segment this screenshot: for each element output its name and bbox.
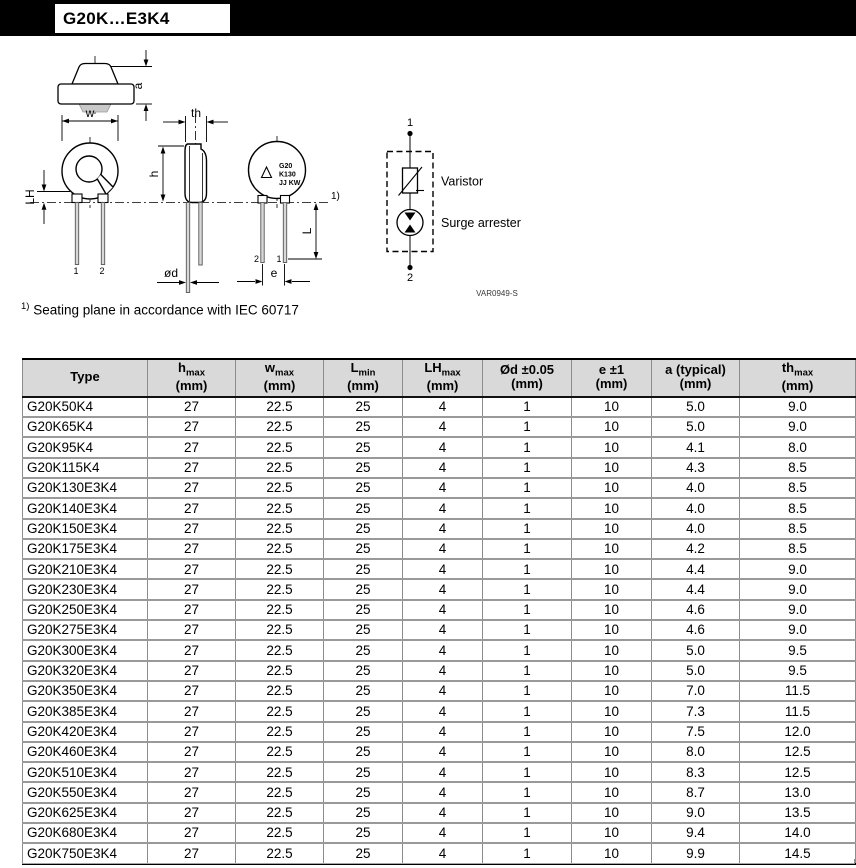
value-cell: 22.5 bbox=[236, 722, 324, 742]
value-cell: 4 bbox=[403, 823, 483, 843]
type-cell: G20K420E3K4 bbox=[23, 722, 148, 742]
value-cell: 8.0 bbox=[652, 742, 740, 762]
value-cell: 4 bbox=[403, 417, 483, 437]
value-cell: 5.0 bbox=[652, 661, 740, 681]
value-cell: 4 bbox=[403, 722, 483, 742]
value-cell: 8.7 bbox=[652, 782, 740, 802]
value-cell: 8.5 bbox=[740, 458, 856, 478]
value-cell: 27 bbox=[148, 640, 236, 660]
table-row bbox=[23, 519, 856, 539]
value-cell: 25 bbox=[324, 559, 403, 579]
value-cell: 1 bbox=[483, 600, 572, 620]
value-cell: 8.5 bbox=[740, 539, 856, 559]
type-cell: G20K115K4 bbox=[23, 458, 148, 478]
dim-a-label: a bbox=[131, 82, 145, 90]
value-cell: 10 bbox=[572, 823, 652, 843]
value-cell: 22.5 bbox=[236, 620, 324, 640]
value-cell: 1 bbox=[483, 782, 572, 802]
value-cell: 4 bbox=[403, 397, 483, 417]
front-pin1-label: 1 bbox=[73, 266, 79, 276]
table-row bbox=[23, 539, 856, 559]
value-cell: 7.5 bbox=[652, 722, 740, 742]
footnote-text: Seating plane in accordance with IEC 60717 bbox=[33, 302, 299, 318]
value-cell: 9.9 bbox=[652, 843, 740, 863]
value-cell: 10 bbox=[572, 640, 652, 660]
value-cell: 1 bbox=[483, 579, 572, 599]
value-cell: 25 bbox=[324, 701, 403, 721]
disc-pin2-label: 2 bbox=[253, 254, 259, 264]
table-row bbox=[23, 722, 856, 742]
disc-view bbox=[237, 142, 340, 286]
value-cell: 27 bbox=[148, 519, 236, 539]
value-cell: 10 bbox=[572, 701, 652, 721]
value-cell: 9.5 bbox=[740, 661, 856, 681]
value-cell: 4 bbox=[403, 579, 483, 599]
value-cell: 4.6 bbox=[652, 620, 740, 640]
value-cell: 22.5 bbox=[236, 762, 324, 782]
type-cell: G20K460E3K4 bbox=[23, 742, 148, 762]
value-cell: 4 bbox=[403, 559, 483, 579]
value-cell: 4.4 bbox=[652, 559, 740, 579]
value-cell: 27 bbox=[148, 722, 236, 742]
type-cell: G20K680E3K4 bbox=[23, 823, 148, 843]
type-cell: G20K750E3K4 bbox=[23, 843, 148, 863]
value-cell: 1 bbox=[483, 701, 572, 721]
value-cell: 10 bbox=[572, 458, 652, 478]
value-cell: 10 bbox=[572, 397, 652, 417]
figure-code: VAR0949-S bbox=[476, 289, 518, 298]
value-cell: 4.3 bbox=[652, 458, 740, 478]
varistor-label: Varistor bbox=[441, 174, 484, 189]
value-cell: 4.2 bbox=[652, 539, 740, 559]
value-cell: 5.0 bbox=[652, 417, 740, 437]
type-cell: G20K250E3K4 bbox=[23, 600, 148, 620]
lead-2 bbox=[101, 203, 104, 265]
table-row bbox=[23, 458, 856, 478]
column-header-6: e ±1 (mm) bbox=[572, 359, 652, 397]
value-cell: 22.5 bbox=[236, 498, 324, 518]
value-cell: 4 bbox=[403, 803, 483, 823]
value-cell: 4.0 bbox=[652, 478, 740, 498]
footnote-marker: 1) bbox=[21, 301, 30, 312]
value-cell: 4 bbox=[403, 661, 483, 681]
value-cell: 10 bbox=[572, 519, 652, 539]
type-cell: G20K275E3K4 bbox=[23, 620, 148, 640]
table-row bbox=[23, 661, 856, 681]
value-cell: 4.0 bbox=[652, 519, 740, 539]
disc-marking-line3: JJ KW bbox=[279, 180, 301, 187]
value-cell: 5.0 bbox=[652, 640, 740, 660]
value-cell: 10 bbox=[572, 539, 652, 559]
value-cell: 27 bbox=[148, 681, 236, 701]
value-cell: 27 bbox=[148, 539, 236, 559]
value-cell: 4 bbox=[403, 782, 483, 802]
value-cell: 10 bbox=[572, 498, 652, 518]
value-cell: 22.5 bbox=[236, 843, 324, 863]
value-cell: 9.0 bbox=[740, 620, 856, 640]
table-header-row bbox=[23, 359, 856, 397]
disc-pin1-label: 1 bbox=[276, 254, 282, 264]
type-cell: G20K95K4 bbox=[23, 437, 148, 457]
value-cell: 27 bbox=[148, 397, 236, 417]
value-cell: 10 bbox=[572, 559, 652, 579]
value-cell: 27 bbox=[148, 661, 236, 681]
value-cell: 11.5 bbox=[740, 701, 856, 721]
type-cell: G20K300E3K4 bbox=[23, 640, 148, 660]
value-cell: 27 bbox=[148, 620, 236, 640]
value-cell: 10 bbox=[572, 600, 652, 620]
value-cell: 4 bbox=[403, 478, 483, 498]
value-cell: 22.5 bbox=[236, 417, 324, 437]
value-cell: 8.5 bbox=[740, 498, 856, 518]
value-cell: 27 bbox=[148, 458, 236, 478]
value-cell: 10 bbox=[572, 620, 652, 640]
value-cell: 22.5 bbox=[236, 640, 324, 660]
value-cell: 4 bbox=[403, 620, 483, 640]
value-cell: 10 bbox=[572, 782, 652, 802]
value-cell: 8.5 bbox=[740, 519, 856, 539]
value-cell: 8.3 bbox=[652, 762, 740, 782]
dim-h-label: h bbox=[147, 170, 161, 178]
value-cell: 27 bbox=[148, 417, 236, 437]
dim-l-label: L bbox=[300, 227, 314, 235]
value-cell: 1 bbox=[483, 437, 572, 457]
value-cell: 4 bbox=[403, 681, 483, 701]
value-cell: 22.5 bbox=[236, 397, 324, 417]
seating-plane-ref: 1) bbox=[331, 191, 340, 202]
value-cell: 10 bbox=[572, 843, 652, 863]
varistor-symbol-icon bbox=[403, 168, 418, 193]
value-cell: 13.5 bbox=[740, 803, 856, 823]
side-view bbox=[147, 106, 228, 293]
value-cell: 1 bbox=[483, 681, 572, 701]
dimensions-table bbox=[22, 358, 856, 865]
value-cell: 10 bbox=[572, 742, 652, 762]
front-view bbox=[23, 106, 118, 276]
value-cell: 4 bbox=[403, 701, 483, 721]
value-cell: 4 bbox=[403, 539, 483, 559]
value-cell: 9.0 bbox=[652, 803, 740, 823]
page-header-bar bbox=[0, 0, 856, 36]
value-cell: 1 bbox=[483, 803, 572, 823]
table-cutoff-row bbox=[22, 859, 855, 864]
value-cell: 4 bbox=[403, 640, 483, 660]
value-cell: 25 bbox=[324, 742, 403, 762]
value-cell: 10 bbox=[572, 478, 652, 498]
value-cell: 9.0 bbox=[740, 397, 856, 417]
value-cell: 1 bbox=[483, 519, 572, 539]
value-cell: 10 bbox=[572, 437, 652, 457]
value-cell: 25 bbox=[324, 417, 403, 437]
value-cell: 25 bbox=[324, 498, 403, 518]
table-row bbox=[23, 559, 856, 579]
dim-w-label: w bbox=[85, 106, 95, 120]
component-drawing bbox=[0, 40, 856, 305]
type-cell: G20K50K4 bbox=[23, 397, 148, 417]
value-cell: 22.5 bbox=[236, 600, 324, 620]
value-cell: 7.0 bbox=[652, 681, 740, 701]
value-cell: 4 bbox=[403, 762, 483, 782]
value-cell: 22.5 bbox=[236, 519, 324, 539]
value-cell: 12.5 bbox=[740, 742, 856, 762]
column-header-4: $LH_{max}$ (mm) bbox=[403, 359, 483, 397]
value-cell: 25 bbox=[324, 803, 403, 823]
value-cell: 27 bbox=[148, 559, 236, 579]
value-cell: 22.5 bbox=[236, 559, 324, 579]
value-cell: 22.5 bbox=[236, 458, 324, 478]
top-view bbox=[58, 50, 152, 121]
value-cell: 27 bbox=[148, 762, 236, 782]
type-cell: G20K385E3K4 bbox=[23, 701, 148, 721]
value-cell: 22.5 bbox=[236, 742, 324, 762]
value-cell: 9.0 bbox=[740, 417, 856, 437]
value-cell: 22.5 bbox=[236, 437, 324, 457]
type-cell: G20K625E3K4 bbox=[23, 803, 148, 823]
value-cell: 4.4 bbox=[652, 579, 740, 599]
value-cell: 25 bbox=[324, 437, 403, 457]
value-cell: 27 bbox=[148, 803, 236, 823]
value-cell: 22.5 bbox=[236, 823, 324, 843]
value-cell: 14.5 bbox=[740, 843, 856, 863]
value-cell: 7.3 bbox=[652, 701, 740, 721]
value-cell: 25 bbox=[324, 722, 403, 742]
table-row bbox=[23, 640, 856, 660]
type-cell: G20K510E3K4 bbox=[23, 762, 148, 782]
value-cell: 1 bbox=[483, 498, 572, 518]
value-cell: 4.6 bbox=[652, 600, 740, 620]
value-cell: 25 bbox=[324, 620, 403, 640]
value-cell: 25 bbox=[324, 640, 403, 660]
value-cell: 25 bbox=[324, 782, 403, 802]
value-cell: 27 bbox=[148, 498, 236, 518]
value-cell: 25 bbox=[324, 397, 403, 417]
page-title bbox=[55, 4, 230, 33]
value-cell: 1 bbox=[483, 397, 572, 417]
value-cell: 25 bbox=[324, 843, 403, 863]
value-cell: 1 bbox=[483, 843, 572, 863]
value-cell: 8.5 bbox=[740, 478, 856, 498]
terminal-1-label: 1 bbox=[406, 117, 414, 129]
type-cell: G20K350E3K4 bbox=[23, 681, 148, 701]
value-cell: 4 bbox=[403, 742, 483, 762]
column-header-2: $w_{max}$ (mm) bbox=[236, 359, 324, 397]
value-cell: 25 bbox=[324, 519, 403, 539]
value-cell: 22.5 bbox=[236, 478, 324, 498]
type-cell: G20K550E3K4 bbox=[23, 782, 148, 802]
value-cell: 27 bbox=[148, 437, 236, 457]
type-cell: G20K140E3K4 bbox=[23, 498, 148, 518]
table-row bbox=[23, 397, 856, 417]
value-cell: 27 bbox=[148, 843, 236, 863]
value-cell: 27 bbox=[148, 600, 236, 620]
value-cell: 1 bbox=[483, 417, 572, 437]
table-row bbox=[23, 579, 856, 599]
value-cell: 1 bbox=[483, 722, 572, 742]
column-header-5: Ød ±0.05 (mm) bbox=[483, 359, 572, 397]
value-cell: 1 bbox=[483, 762, 572, 782]
value-cell: 25 bbox=[324, 458, 403, 478]
table-row bbox=[23, 803, 856, 823]
column-header-1: $h_{max}$ (mm) bbox=[148, 359, 236, 397]
value-cell: 14.0 bbox=[740, 823, 856, 843]
value-cell: 25 bbox=[324, 762, 403, 782]
value-cell: 1 bbox=[483, 661, 572, 681]
value-cell: 10 bbox=[572, 579, 652, 599]
type-cell: G20K65K4 bbox=[23, 417, 148, 437]
surge-arrester-label: Surge arrester bbox=[441, 216, 521, 230]
value-cell: 4 bbox=[403, 437, 483, 457]
value-cell: 25 bbox=[324, 579, 403, 599]
disc-marking-line2: K130 bbox=[279, 171, 296, 179]
value-cell: 22.5 bbox=[236, 782, 324, 802]
value-cell: 27 bbox=[148, 742, 236, 762]
type-cell: G20K175E3K4 bbox=[23, 539, 148, 559]
value-cell: 4.0 bbox=[652, 498, 740, 518]
column-header-3: $L_{min}$ (mm) bbox=[324, 359, 403, 397]
value-cell: 5.0 bbox=[652, 397, 740, 417]
value-cell: 25 bbox=[324, 823, 403, 843]
column-header-type: Type bbox=[23, 359, 148, 397]
table-row bbox=[23, 742, 856, 762]
table-body bbox=[23, 397, 856, 864]
value-cell: 25 bbox=[324, 661, 403, 681]
value-cell: 10 bbox=[572, 661, 652, 681]
terminal-2-dot bbox=[407, 265, 412, 270]
terminal-2-label: 2 bbox=[406, 272, 414, 284]
value-cell: 9.0 bbox=[740, 600, 856, 620]
table-row bbox=[23, 498, 856, 518]
footnote bbox=[21, 301, 299, 318]
type-cell: G20K210E3K4 bbox=[23, 559, 148, 579]
value-cell: 10 bbox=[572, 762, 652, 782]
circuit-symbol bbox=[387, 117, 521, 298]
value-cell: 27 bbox=[148, 823, 236, 843]
dim-lh-label: LH bbox=[23, 189, 37, 205]
value-cell: 11.5 bbox=[740, 681, 856, 701]
value-cell: 12.5 bbox=[740, 762, 856, 782]
dim-th-label: th bbox=[190, 106, 202, 120]
value-cell: 22.5 bbox=[236, 701, 324, 721]
table-row bbox=[23, 478, 856, 498]
value-cell: 12.0 bbox=[740, 722, 856, 742]
table-row bbox=[23, 782, 856, 802]
column-header-8: $th_{max}$ (mm) bbox=[740, 359, 856, 397]
value-cell: 1 bbox=[483, 478, 572, 498]
value-cell: 4 bbox=[403, 843, 483, 863]
value-cell: 1 bbox=[483, 458, 572, 478]
value-cell: 27 bbox=[148, 478, 236, 498]
table-row bbox=[23, 417, 856, 437]
terminal-1-dot bbox=[407, 131, 412, 136]
value-cell: 22.5 bbox=[236, 661, 324, 681]
disc-lead-2 bbox=[261, 203, 264, 263]
value-cell: 27 bbox=[148, 782, 236, 802]
column-header-7: a (typical) (mm) bbox=[652, 359, 740, 397]
value-cell: 8.0 bbox=[740, 437, 856, 457]
side-lead-front bbox=[186, 203, 189, 293]
value-cell: 9.0 bbox=[740, 579, 856, 599]
value-cell: 25 bbox=[324, 600, 403, 620]
table-row bbox=[23, 437, 856, 457]
value-cell: 22.5 bbox=[236, 539, 324, 559]
value-cell: 4 bbox=[403, 458, 483, 478]
value-cell: 27 bbox=[148, 579, 236, 599]
disc-lead-1 bbox=[283, 203, 286, 263]
value-cell: 10 bbox=[572, 417, 652, 437]
lead-1 bbox=[75, 203, 78, 265]
table-row bbox=[23, 620, 856, 640]
disc-marking-line1: G20 bbox=[279, 163, 293, 170]
type-cell: G20K320E3K4 bbox=[23, 661, 148, 681]
value-cell: 25 bbox=[324, 478, 403, 498]
page-title-text: G20K…E3K4 bbox=[63, 8, 170, 28]
table-row bbox=[23, 681, 856, 701]
value-cell: 22.5 bbox=[236, 803, 324, 823]
value-cell: 1 bbox=[483, 559, 572, 579]
value-cell: 1 bbox=[483, 640, 572, 660]
value-cell: 4.1 bbox=[652, 437, 740, 457]
dim-od-label: ød bbox=[163, 266, 179, 280]
value-cell: 25 bbox=[324, 539, 403, 559]
type-cell: G20K230E3K4 bbox=[23, 579, 148, 599]
value-cell: 9.4 bbox=[652, 823, 740, 843]
value-cell: 22.5 bbox=[236, 579, 324, 599]
front-pin2-label: 2 bbox=[99, 266, 105, 276]
table-row bbox=[23, 600, 856, 620]
side-lead-back bbox=[199, 203, 202, 266]
value-cell: 1 bbox=[483, 620, 572, 640]
type-cell: G20K130E3K4 bbox=[23, 478, 148, 498]
type-cell: G20K150E3K4 bbox=[23, 519, 148, 539]
table-row bbox=[23, 701, 856, 721]
table-row bbox=[23, 762, 856, 782]
value-cell: 1 bbox=[483, 742, 572, 762]
dim-e-label: e bbox=[270, 266, 278, 280]
value-cell: 25 bbox=[324, 681, 403, 701]
value-cell: 9.5 bbox=[740, 640, 856, 660]
table-row bbox=[23, 823, 856, 843]
value-cell: 1 bbox=[483, 539, 572, 559]
value-cell: 27 bbox=[148, 701, 236, 721]
value-cell: 10 bbox=[572, 803, 652, 823]
value-cell: 9.0 bbox=[740, 559, 856, 579]
value-cell: 22.5 bbox=[236, 681, 324, 701]
value-cell: 10 bbox=[572, 681, 652, 701]
value-cell: 4 bbox=[403, 600, 483, 620]
value-cell: 13.0 bbox=[740, 782, 856, 802]
value-cell: 4 bbox=[403, 519, 483, 539]
value-cell: 10 bbox=[572, 722, 652, 742]
value-cell: 1 bbox=[483, 823, 572, 843]
value-cell: 4 bbox=[403, 498, 483, 518]
